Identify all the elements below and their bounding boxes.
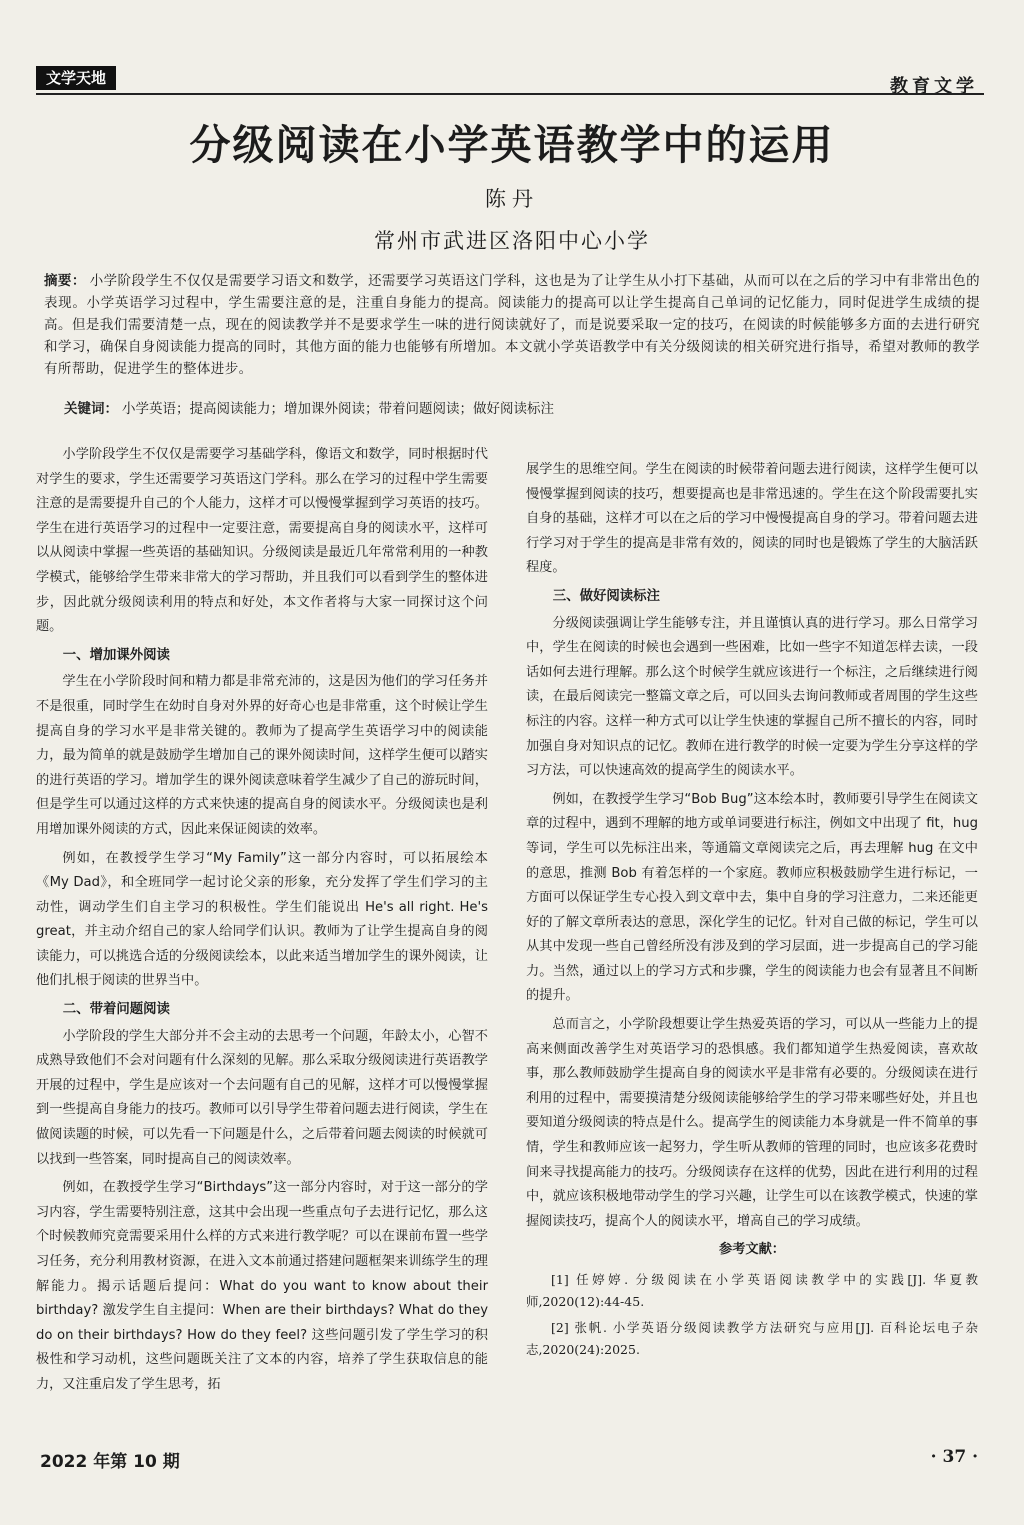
section-heading-3: 三、做好阅读标注 [552,588,660,604]
page-number: · 37 · [930,1447,978,1467]
article-affiliation: 常州市武进区洛阳中心小学 [374,229,650,253]
body-paragraph: 例如，在教授学生学习“Bob Bug”这本绘本时，教师要引导学生在阅读文章的过程中，遇到不理解的地方或单词要进行标注，例如文中出现了 fit，hug 等词，学生可以先标注出来，等通篇文章阅读完之后，再去理解 hug 在文中的意思，推测 Bob 有着怎样的一个家庭。教师应积极鼓励学生进行标记，一方面可以保证学生专心投入到文章中去，集中自身的学习注意力，二来还能更好的了解文章所表达的意思，深化学生的记忆。针对自己做的标记，学生可以从其中发现一些自己曾经所没有涉及到的学习层面，进一步提高自己的学习能力。当然，通过以上的学习方式和步骤，学生的阅读能力也会有显著且不间断的提升。 [526,791,978,1004]
article-title: 分级阅读在小学英语教学中的运用 [189,121,835,169]
conclusion-paragraph: 总而言之，小学阶段想要让学生热爱英语的学习，可以从一些能力上的提高来侧面改善学生对英语学习的恐惧感。我们都知道学生热爱阅读，喜欢故事，那么教师鼓励学生提高自身的阅读水平是非常有必要的。分级阅读在进行利用的过程中，需要摸清楚分级阅读能够给学生的学习带来哪些好处，并且也要知道分级阅读的特点是什么。提高学生的阅读能力本身就是一件不简单的事情，学生和教师应该一起努力，学生听从教师的管理的同时，也应该多花费时间来寻找提高能力的技巧。分级阅读存在这样的优势，因此在进行利用的过程中，就应该积极地带动学生的学习兴趣，让学生可以在该教学模式，快速的掌握阅读技巧，提高个人的阅读水平，增高自己的学习成绩。 [526,1017,978,1229]
left-column [36,443,488,1402]
right-column [526,458,978,1365]
reference-item: [2] 张帆. 小学英语分级阅读教学方法研究与应用[J]. 百科论坛电子杂志,2020(24):2025. [526,1320,978,1357]
keywords-label: 关键词： [64,401,118,417]
header-rule [36,93,984,95]
section-tag: 文学天地 [36,66,116,90]
article-author: 陈丹 [485,187,539,211]
body-paragraph: 小学阶段的学生大部分并不会主动的去思考一个问题，年龄太小，心智不成熟导致他们不会对问题有什么深刻的见解。那么采取分级阅读进行英语教学开展的过程中，学生是应该对一个去问题有自己的见解，这样才可以慢慢掌握到一些提高自身能力的技巧。教师可以引导学生带着问题去进行阅读，学生在做阅读题的时候，可以先看一下问题是什么，之后带着问题去阅读的时候就可以找到一些答案，同时提高自己的阅读效率。 [36,1028,488,1167]
abstract-label: 摘要： [44,273,86,289]
body-paragraph: 展学生的思维空间。学生在阅读的时候带着问题去进行阅读，这样学生便可以慢慢掌握到阅读的技巧，想要提高也是非常迅速的。学生在这个阶段需要扎实自身的基础，这样才可以在之后的学习中慢慢提高自身的学习。带着问题去进行学习对于学生的提高是非常有效的，阅读的同时也是锻炼了学生的大脑活跃程度。 [526,462,978,576]
keywords [64,398,964,420]
journal-name: 教育文学 [890,76,978,97]
abstract-text: 小学阶段学生不仅仅是需要学习语文和数学，还需要学习英语这门学科，这也是为了让学生从小打下基础，从而可以在之后的学习中有非常出色的表现。小学英语学习过程中，学生需要注意的是，注重自身能力的提高。阅读能力的提高可以让学生提高自己单词的记忆能力，同时促进学生成绩的提高。但是我们需要清楚一点，现在的阅读教学并不是要求学生一味的进行阅读就好了，而是说要采取一定的技巧，在阅读的时候能够多方面的去进行研究和学习，确保自身阅读能力提高的同时，其他方面的能力也能够有所增加。本文就小学英语教学中有关分级阅读的相关研究进行指导，希望对教师的教学有所帮助，促进学生的整体进步。 [44,273,980,377]
body-paragraph: 例如，在教授学生学习“Birthdays”这一部分内容时，对于这一部分的学习内容，学生需要特别注意，这其中会出现一些重点句子去进行记忆，那么这个时候教师究竟需要采用什么样的方式来进行教学呢？可以在课前布置一些学习任务，充分利用教材资源，在进入文本前通过搭建问题框架来训练学生的理解能力。揭示话题后提问：What do you want to know about their birthday? 激发学生自主提问：When are their birthdays? What do they do on their birthdays? How do they feel? 这些问题引发了学生学习的积极性和学习动机，这些问题既关注了文本的内容，培养了学生获取信息的能力，又注重启发了学生思考，拓 [36,1180,488,1392]
reference-item: [1] 任婷婷. 分级阅读在小学英语阅读教学中的实践[J]. 华夏教师,2020(12):44-45. [526,1272,978,1309]
body-paragraph: 学生在小学阶段时间和精力都是非常充沛的，这是因为他们的学习任务并不是很重，同时学生在幼时自身对外界的好奇心也是非常重，这个时候让学生提高自身的学习水平是非常关键的。教师为了提高学生英语学习中的阅读能力，最为简单的就是鼓励学生增加自己的课外阅读时间，这样学生便可以踏实的进行英语的学习。增加学生的课外阅读意味着学生减少了自己的游玩时间，但是学生可以通过这样的方式来快速的提高自身的阅读水平。分级阅读也是利用增加课外阅读的方式，因此来保证阅读的效率。 [36,674,488,837]
body-paragraph: 例如，在教授学生学习“My Family”这一部分内容时，可以拓展绘本《My Dad》，和全班同学一起讨论父亲的形象，充分发挥了学生们学习的主动性，调动学生们自主学习的积极性。学生们能说出 He's all right. He's great，并主动介绍自己的家人给同学们认识。教师为了让学生提高自身的阅读能力，可以挑选合适的分级阅读绘本，以此来适当增加学生的课外阅读，让他们扎根于阅读的世界当中。 [36,850,488,989]
issue-number: 2022 年第 10 期 [40,1452,180,1472]
references-heading: 参考文献： [719,1242,785,1258]
section-heading-1: 一、增加课外阅读 [62,647,170,663]
body-paragraph: 分级阅读强调让学生能够专注，并且谨慎认真的进行学习。那么日常学习中，学生在阅读的时候也会遇到一些困难，比如一些字不知道怎样去读，一段话如何去进行理解。那么这个时候学生就应该进行一个标注，之后继续进行阅读，在最后阅读完一整篇文章之后，可以回头去询问教师或者周围的学生这些标注的内容。这样一种方式可以让学生快速的掌握自己所不擅长的内容，同时加强自身对知识点的记忆。教师在进行教学的时候一定要为学生分享这样的学习方法，可以快速高效的提高学生的阅读水平。 [526,615,978,779]
intro-paragraph: 小学阶段学生不仅仅是需要学习基础学科，像语文和数学，同时根据时代对学生的要求，学生还需要学习英语这门学科。那么在学习的过程中学生需要注意的是需要提升自己的个人能力，这样才可以慢慢掌握到学习英语的技巧。学生在进行英语学习的过程中一定要注意，需要提高自身的阅读水平，这样可以从阅读中掌握一些英语的基础知识。分级阅读是最近几年常常利用的一种教学模式，能够给学生带来非常大的学习帮助，并且我们可以看到学生的整体进步，因此就分级阅读利用的特点和好处，本文作者将与大家一同探讨这个问题。 [36,447,488,635]
abstract [44,270,980,380]
section-heading-2: 二、带着问题阅读 [62,1002,170,1018]
keywords-text: 小学英语；提高阅读能力；增加课外阅读；带着问题阅读；做好阅读标注 [122,401,554,417]
